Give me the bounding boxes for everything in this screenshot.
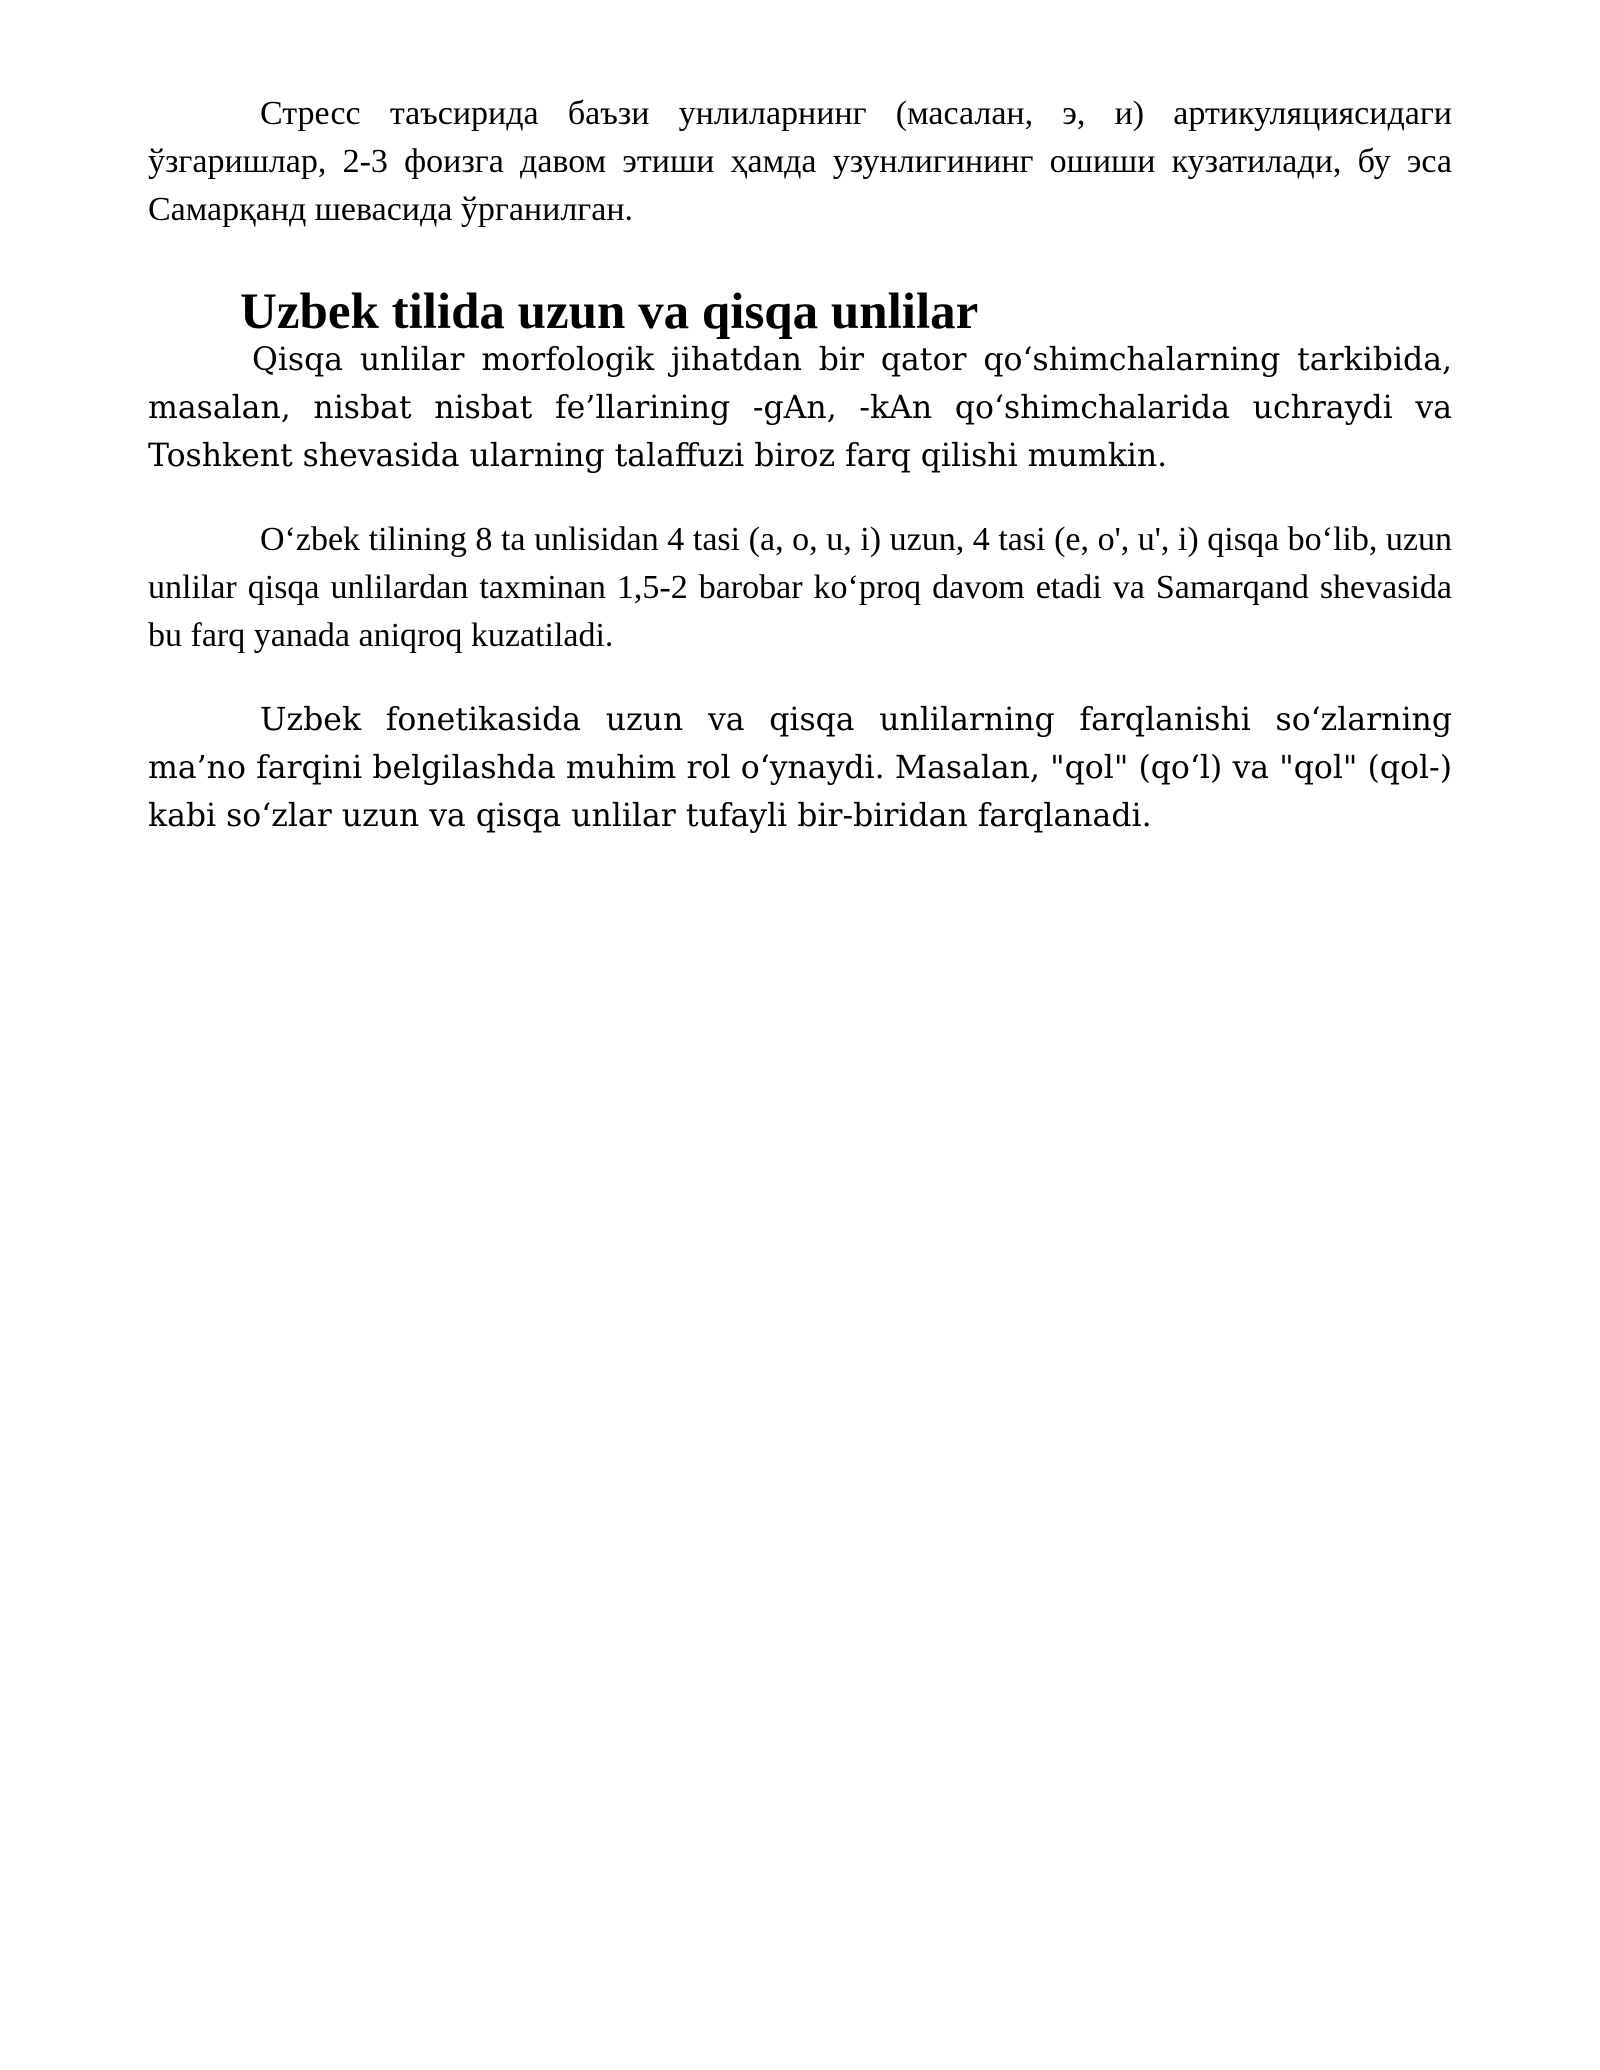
paragraph-stress: Стресс таъсирида баъзи унлиларнинг (масалан, э, и) артикуляциясидаги ўзгаришлар, 2-3 фоизга давом этиши ҳамда узунлигининг ошиши кузатилади, бу эса Самарқанд шевасида ўрганилган. xyxy=(148,95,1452,228)
document-page xyxy=(148,90,1452,840)
paragraph-vowel-count: O‘zbek tilining 8 ta unlisidan 4 tasi (a, o, u, i) uzun, 4 tasi (e, o', u', i) qisqa bo‘lib, uzun unlilar qisqa unlilardan taxminan 1,5-2 barobar ko‘proq davom etadi va Samarqand shevasida bu farq yanada aniqroq kuzatiladi. xyxy=(148,521,1452,654)
paragraph-short-vowels: Qisqa unlilar morfologik jihatdan bir qator qo‘shimchalarning tarkibida, masalan, nisbat nisbat fe’llarining -gAn, -kAn qo‘shimchalarida uchraydi va Toshkent shevasida ularning talaffuzi biroz farq qilishi mumkin. xyxy=(148,342,1452,474)
paragraph-phonetics: Uzbek fonetikasida uzun va qisqa unlilarning farqlanishi so‘zlarning ma’no farqini belgilashda muhim rol o‘ynaydi. Masalan, "qol" (qo‘l) va "qol" (qol-) kabi so‘zlar uzun va qisqa unlilar tufayli bir-biridan farqlanadi. xyxy=(148,702,1452,834)
section-heading: Uzbek tilida uzun va qisqa unlilar xyxy=(240,284,979,340)
